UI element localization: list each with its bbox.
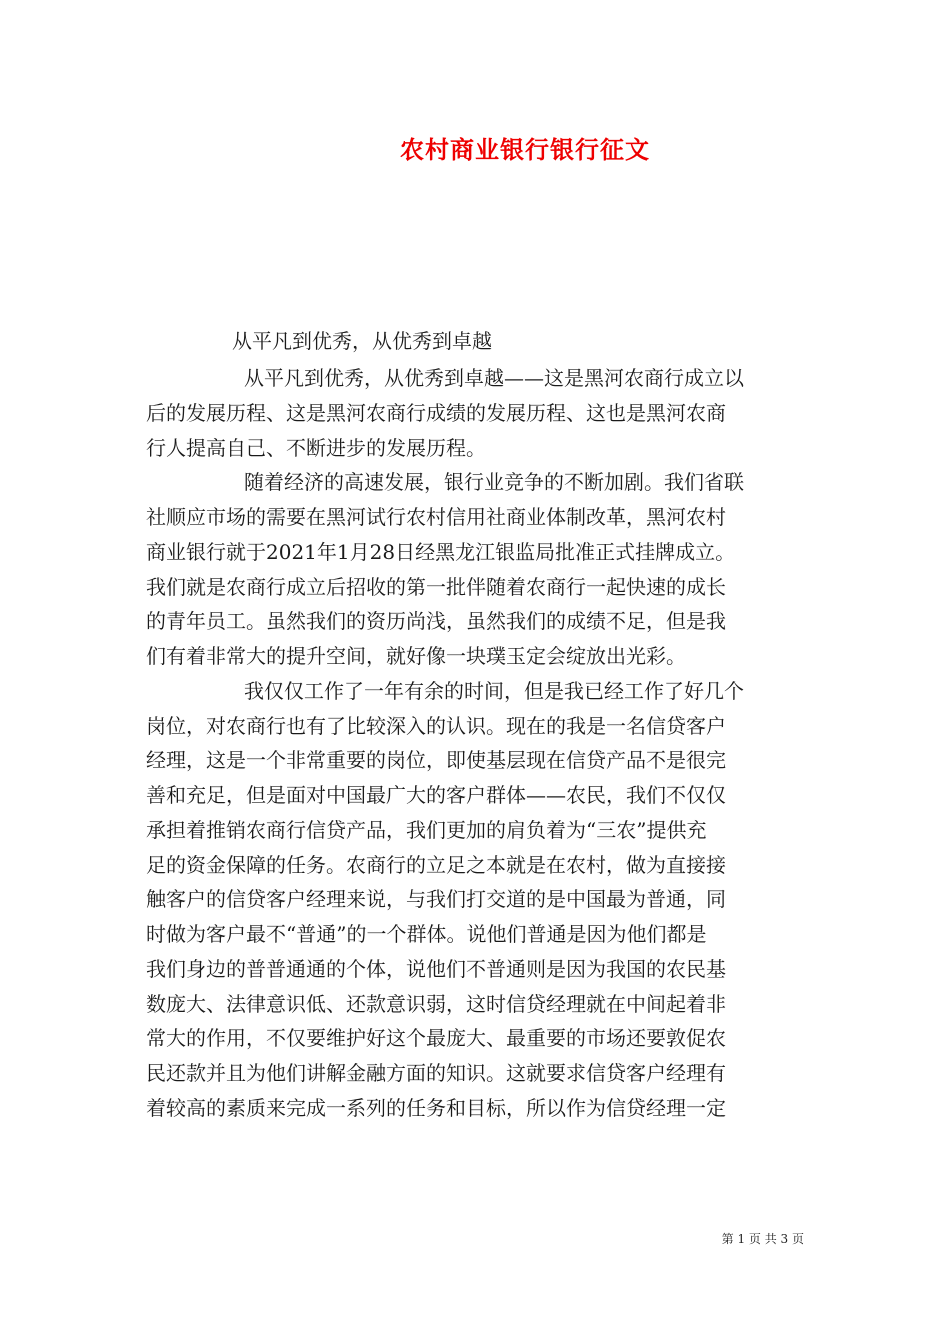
paragraph-line: 足的资金保障的任务。农商行的立足之本就是在农村，做为直接接 <box>146 852 726 877</box>
paragraph-line: 我仅仅工作了一年有余的时间，但是我已经工作了好几个 <box>244 678 744 703</box>
paragraph-line: 着较高的素质来完成一系列的任务和目标，所以作为信贷经理一定 <box>146 1095 726 1120</box>
paragraph-line: 社顺应市场的需要在黑河试行农村信用社商业体制改革，黑河农村 <box>146 505 726 529</box>
document-body <box>146 361 802 1126</box>
paragraph-line: 后的发展历程、这是黑河农商行成绩的发展历程、这也是黑河农商 <box>146 400 726 425</box>
paragraph-line: 触客户的信贷客户经理来说，与我们打交道的是中国最为普通，同 <box>146 887 726 912</box>
paragraph-line: 的青年员工。虽然我们的资历尚浅，虽然我们的成绩不足，但是我 <box>146 609 726 634</box>
paragraph-line: 经理，这是一个非常重要的岗位，即使基层现在信贷产品不是很完 <box>146 748 726 773</box>
paragraph-line: 善和充足，但是面对中国最广大的客户群体——农民，我们不仅仅 <box>146 783 726 807</box>
paragraph-1 <box>146 361 802 465</box>
paragraph-line: 我们就是农商行成立后招收的第一批伴随着农商行一起快速的成长 <box>146 574 726 599</box>
paragraph-line: 岗位，对农商行也有了比较深入的认识。现在的我是一名信贷客户 <box>146 713 726 738</box>
paragraph-line: 随着经济的高速发展，银行业竞争的不断加剧。我们省联 <box>244 470 744 495</box>
paragraph-2 <box>146 465 802 674</box>
document-title: 农村商业银行银行征文 <box>400 135 650 164</box>
paragraph-line: 商业银行就于2021年1月28日经黑龙江银监局批准正式挂牌成立。 <box>146 539 736 564</box>
paragraph-line: 从平凡到优秀，从优秀到卓越——这是黑河农商行成立以 <box>244 366 744 390</box>
paragraph-line: 们有着非常大的提升空间，就好像一块璞玉定会绽放出光彩。 <box>146 644 686 668</box>
paragraph-line: 数庞大、法律意识低、还款意识弱，这时信贷经理就在中间起着非 <box>146 991 726 1016</box>
paragraph-line: 我们身边的普普通通的个体，说他们不普通则是因为我国的农民基 <box>146 956 726 981</box>
paragraph-line: 时做为客户最不“普通”的一个群体。说他们普通是因为他们都是 <box>146 922 707 946</box>
document-subtitle: 从平凡到优秀，从优秀到卓越 <box>232 329 492 353</box>
page-number-footer: 第 1 页 共 3 页 <box>721 1232 804 1246</box>
paragraph-line: 行人提高自己、不断进步的发展历程。 <box>146 435 486 460</box>
paragraph-line: 民还款并且为他们讲解金融方面的知识。这就要求信贷客户经理有 <box>146 1061 726 1085</box>
paragraph-line: 常大的作用，不仅要维护好这个最庞大、最重要的市场还要敦促农 <box>146 1026 726 1051</box>
paragraph-line: 承担着推销农商行信贷产品，我们更加的肩负着为“三农”提供充 <box>146 817 707 842</box>
paragraph-3 <box>146 674 802 1126</box>
